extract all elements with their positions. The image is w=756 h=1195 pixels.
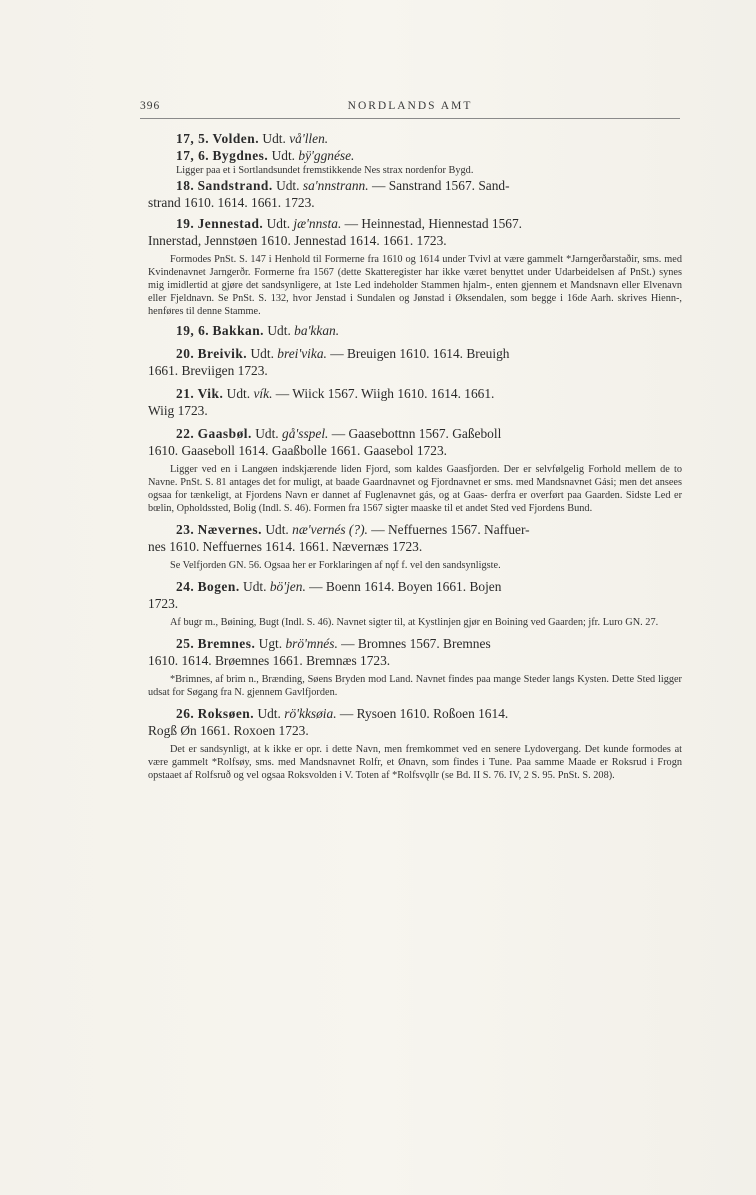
note-naevernes: Se Velfjorden GN. 56. Ogsaa her er Forklaringen af nǫf f. vel den sandsynligste. [170,560,501,571]
entry-20-cont: 1661. Breviigen 1723. [148,363,268,378]
entry-pronunciation: gå'sspel. [282,426,329,441]
entry-forms: — Gaasebottnn 1567. Gaßeboll [328,426,502,441]
entry-udt: Udt. [271,148,296,163]
entry-number: 19. [176,216,195,231]
entry-22 [176,425,682,442]
entry-name: Bogen. [197,579,240,594]
entry-21-cont: Wiig 1723. [148,403,208,418]
entry-udt: Udt. [262,131,286,146]
entry-udt: Udt. [267,323,291,338]
entry-17-6 [176,147,682,164]
entry-24-cont: 1723. [148,596,179,611]
entry-name: Jennestad. [197,216,264,231]
entry-number: 17, 6. [176,148,210,163]
entry-pronunciation: brei'vika. [277,346,327,361]
entry-forms: — Heinnestad, Hiennestad 1567. [341,216,523,231]
entry-forms: — Rysoen 1610. Roßoen 1614. [336,706,509,721]
entry-forms: — Sanstrand 1567. Sand- [368,178,510,193]
entry-25 [176,635,682,652]
entry-name: Bakkan. [212,323,265,338]
note-bygdnes: Ligger paa et i Sortlandsundet fremstikkende Nes strax nordenfor Bygd. [176,165,474,176]
note-jennestad: Formodes PnSt. S. 147 i Henhold til Formerne fra 1610 og 1614 under Tvivl at være gammelt *Jarngerðarstaðir, sms. med Kvindenavnet Jarngerðr. Formerne fra 1567 (dette Skatteregister har ikke været benyttet under Udarbeidelsen af PnSt.) synes mig imidlertid at gjøre det sandsynligere, at 1ste Led indeholder Stammen hjalm-, enten gjennem et Mandsnavn eller Elvenavn eller Fjeldnavn. Se PnSt. S. 132, hvor Jenstad i Sundalen og Jønstad i Øksendalen, som begge i 16de Aarh. skrives Hienn-, henføres til denne Stamme. [148,254,682,317]
entry-name: Bremnes. [197,636,256,651]
entry-pronunciation: sa'nnstrann. [302,178,369,193]
entry-name: Sandstrand. [197,178,273,193]
entry-17-5 [176,130,682,147]
note-roksoen: Det er sandsynligt, at k ikke er opr. i dette Navn, men fremkommet ved en senere Lydovergang. Det kunde formodes at være gammelt *Rolfsøy, sms. med Mandsnavnet Rolfr, et Ønavn, som findes i Tune. Paa samme Maade er Roksrud i Frogn opstaaet af Rolfsruð og vel ogsaa Roksvolden i V. Toten af *Rolfsvǫllr (se Bd. II S. 76. IV, 2 S. 95. PnSt. S. 208). [148,744,682,781]
entry-number: 21. [176,386,195,401]
entry-20 [176,345,682,362]
entry-pronunciation: brö'mnés. [285,636,338,651]
entry-number: 18. [176,178,195,193]
entry-udt: Udt. [255,426,279,441]
page-header [140,100,680,118]
entry-number: 19, 6. [176,323,210,338]
entry-forms: — Boenn 1614. Boyen 1661. Bojen [305,579,502,594]
entry-name: Gaasbøl. [197,426,252,441]
note-bogen: Af bugr m., Bøining, Bugt (Indl. S. 46). Navnet sigter til, at Kystlinjen gjør en Boining ved Gaarden; jfr. Luro GN. 27. [170,617,659,628]
entry-pronunciation: næ'vernés (?). [292,522,368,537]
entry-forms: — Wiick 1567. Wiigh 1610. 1614. 1661. [272,386,495,401]
entry-pronunciation: bÿ'ggnése. [298,148,355,163]
entry-udt: Udt. [265,522,289,537]
entry-25-cont: 1610. 1614. Brøemnes 1661. Bremnæs 1723. [148,653,391,668]
entry-name: Nævernes. [197,522,262,537]
entry-number: 26. [176,706,195,721]
entry-udt: Ugt. [258,636,283,651]
note-bremnes: *Brimnes, af brim n., Brænding, Søens Bryden mod Land. Navnet findes paa mange Steder langs Kysten. Dette Sted ligger udsat for Søgang fra N. gjennem Gavlfjorden. [148,674,682,698]
entry-number: 23. [176,522,195,537]
entry-19-6 [176,322,682,339]
page-content [148,130,682,782]
entry-udt: Udt. [250,346,274,361]
entry-23 [176,521,682,538]
entry-26-cont: Rogß Øn 1661. Roxoen 1723. [148,723,309,738]
entry-number: 24. [176,579,195,594]
entry-name: Volden. [212,131,260,146]
entry-pronunciation: vå'llen. [289,131,329,146]
entry-19-cont: Innerstad, Jennstøen 1610. Jennestad 1614. 1661. 1723. [148,233,447,248]
entry-udt: Udt. [243,579,267,594]
entry-name: Roksøen. [197,706,255,721]
entry-number: 22. [176,426,195,441]
entry-number: 25. [176,636,195,651]
entry-18 [176,177,682,194]
running-title: NORDLANDS AMT [347,100,473,112]
entry-forms: — Bromnes 1567. Bremnes [337,636,491,651]
entry-21 [176,385,682,402]
page-number: 396 [140,100,161,112]
entry-23-cont: nes 1610. Neffuernes 1614. 1661. Nævernæs 1723. [148,539,423,554]
entry-number: 17, 5. [176,131,210,146]
header-rule [140,118,680,119]
entry-pronunciation: jæ'nnsta. [293,216,342,231]
entry-pronunciation: vík. [253,386,273,401]
entry-udt: Udt. [257,706,281,721]
entry-udt: Udt. [226,386,251,401]
entry-19 [176,215,682,232]
entry-18-cont: strand 1610. 1614. 1661. 1723. [148,195,315,210]
entry-name: Breivik. [197,346,248,361]
entry-forms: — Breuigen 1610. 1614. Breuigh [326,346,510,361]
entry-pronunciation: ba'kkan. [294,323,340,338]
entry-udt: Udt. [276,178,300,193]
entry-pronunciation: bö'jen. [269,579,306,594]
entry-name: Vik. [197,386,224,401]
entry-pronunciation: rö'kksøia. [284,706,337,721]
entry-udt: Udt. [266,216,291,231]
entry-24 [176,578,682,595]
note-gaasbol: Ligger ved en i Langøen indskjærende liden Fjord, som kaldes Gaasfjorden. Der er selvfølgelig Forhold mellem de to Navne. PnSt. S. 81 antages det for muligt, at baade Gaardnavnet og Fjordnavnet er sms. med Mandsnavnet Gási; men det ansees ogsaa for tænkeligt, at Fjordens Navn er dannet af Fuglenavnet gás, og at Gaas- derfra er overført paa Gaarden. Sidste Led er bœlin, Opholdssted, Bolig (Indl. S. 46). Formen fra 1567 sigter maaske til et andet Sted ved Fjordens Bund. [148,464,682,514]
entry-name: Bygdnes. [212,148,269,163]
entry-forms: — Neffuernes 1567. Naffuer- [367,522,530,537]
entry-22-cont: 1610. Gaaseboll 1614. Gaaßbolle 1661. Gaasebol 1723. [148,443,447,458]
entry-number: 20. [176,346,195,361]
entry-26 [176,705,682,722]
